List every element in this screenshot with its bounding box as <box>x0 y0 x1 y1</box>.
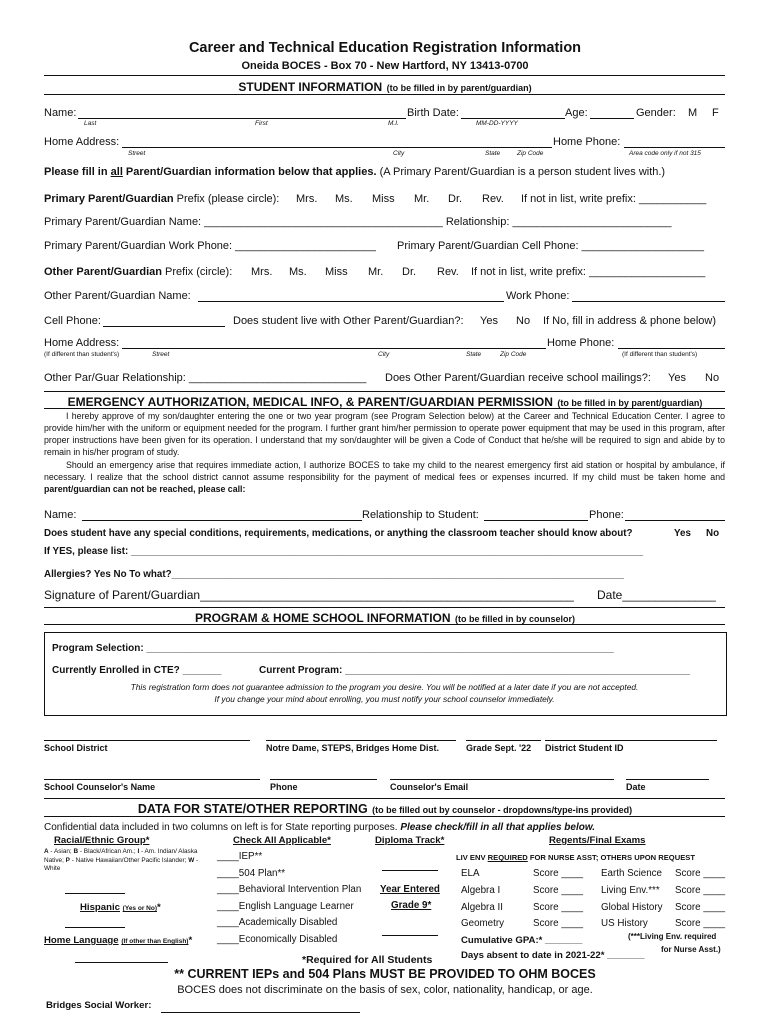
lives-with-question: Does student live with Other Parent/Guardian?: <box>233 315 464 327</box>
exam-geometry: Geometry <box>461 918 505 929</box>
grade-label: Grade Sept. '22 <box>466 743 532 753</box>
student-name-field[interactable] <box>78 118 406 119</box>
check-ell[interactable]: ____English Language Learner <box>217 901 354 912</box>
school-district-field[interactable] <box>44 740 250 741</box>
prefix-dr[interactable]: Dr. <box>448 193 463 205</box>
emergency-name-field[interactable] <box>82 520 362 521</box>
currently-enrolled-field[interactable]: Currently Enrolled in CTE? _______ <box>52 665 222 676</box>
other-write-prefix-field[interactable]: If not in list, write prefix: ___________________ <box>471 266 706 278</box>
exam-living-env: Living Env.*** <box>601 885 660 896</box>
other-name-field[interactable] <box>198 301 504 302</box>
divider <box>44 816 725 817</box>
sub-state: State <box>485 150 501 157</box>
exam-algebra-2: Algebra II <box>461 902 503 913</box>
score-global-history[interactable]: Score ____ <box>675 902 726 913</box>
counselor-email-label: Counselor's Email <box>390 782 469 792</box>
sub-city: City <box>378 351 390 358</box>
school-district-label: School District <box>44 743 108 753</box>
special-conditions-question: Does student have any special conditions, requirements, medications, or anything the classroom teacher should know about? <box>44 528 633 539</box>
student-id-field[interactable] <box>545 740 717 741</box>
program-selection-field[interactable]: Program Selection: ____________________________________________________________________________________ <box>52 643 614 654</box>
liv-env-note: LIV ENV REQUIRED FOR NURSE ASST; OTHERS UPON REQUEST <box>456 853 695 862</box>
other-home-phone-field[interactable] <box>618 348 725 349</box>
hispanic-field[interactable] <box>65 927 125 928</box>
counselor-date-label: Date <box>626 782 646 792</box>
gender-m-option[interactable]: M <box>688 107 698 119</box>
counselor-name-field[interactable] <box>44 779 260 780</box>
check-bip[interactable]: ____Behavioral Intervention Plan <box>217 884 362 895</box>
bridges-social-worker-label: Bridges Social Worker: <box>46 1000 152 1011</box>
home-phone-field[interactable] <box>624 147 725 148</box>
counselor-phone-label: Phone <box>270 782 298 792</box>
disclaimer-line-2: If you change your mind about enrolling, you must notify your school counselor immediately. <box>214 694 555 704</box>
other-home-address-field[interactable] <box>122 348 546 349</box>
year-entered-label: Year Entered <box>380 884 440 895</box>
gender-f-option[interactable]: F <box>712 107 719 119</box>
allergies-field[interactable]: Allergies? Yes No To what?___________________________________________________________________________________ <box>44 569 624 580</box>
days-absent-field[interactable]: Days absent to date in 2021-22* _______ <box>461 950 645 961</box>
form-address: Oneida BOCES - Box 70 - New Hartford, NY 13413-0700 <box>241 60 529 72</box>
section-heading-student: STUDENT INFORMATION (to be filled in by parent/guardian) <box>238 80 532 94</box>
student-id-label: District Student ID <box>545 743 624 753</box>
other-prefix-rev[interactable]: Rev. <box>437 266 459 278</box>
divider <box>44 391 725 392</box>
year-entered-field[interactable] <box>382 935 438 936</box>
divider <box>44 408 725 409</box>
prefix-mrs[interactable]: Mrs. <box>296 193 318 205</box>
counselor-phone-field[interactable] <box>270 779 377 780</box>
other-work-phone-field[interactable] <box>572 301 725 302</box>
other-prefix-mr[interactable]: Mr. <box>368 266 384 278</box>
birth-date-label: Birth Date: <box>407 107 459 119</box>
other-relationship-field[interactable]: Other Par/Guar Relationship: _____________________________ <box>44 372 367 384</box>
primary-name-field[interactable]: Primary Parent/Guardian Name: _______________________________________ Relationship: __________________________ <box>44 216 672 228</box>
cell-phone-label: Cell Phone: <box>44 315 101 327</box>
home-address-label: Home Address: <box>44 136 120 148</box>
score-algebra-1[interactable]: Score ____ <box>533 885 584 896</box>
home-dist-label: Notre Dame, STEPS, Bridges Home Dist. <box>266 743 440 753</box>
confidential-note: Confidential data included in two columns on left is for State reporting purposes. Please check/fill in all that applies below. <box>44 822 596 833</box>
prefix-rev[interactable]: Rev. <box>482 193 504 205</box>
gender-label: Gender: <box>636 107 676 119</box>
home-language-field[interactable] <box>75 962 168 963</box>
special-no[interactable]: No <box>706 528 720 539</box>
prefix-miss[interactable]: Miss <box>372 193 395 205</box>
living-note-1: (***Living Env. required <box>628 932 717 941</box>
emergency-phone-label: Phone: <box>589 509 624 521</box>
sub-mi: M.I. <box>388 120 399 127</box>
emergency-phone-field[interactable] <box>625 520 725 521</box>
divider <box>44 94 725 95</box>
iep-notice: ** CURRENT IEPs and 504 Plans MUST BE PROVIDED TO OHM BOCES <box>174 967 596 981</box>
gpa-field[interactable]: Cumulative GPA:* _______ <box>461 935 583 946</box>
score-algebra-2[interactable]: Score ____ <box>533 902 584 913</box>
sub-city: City <box>393 150 405 157</box>
check-economically-disabled[interactable]: ____Economically Disabled <box>217 934 338 945</box>
col-check-header: Check All Applicable* <box>233 835 331 846</box>
col-diploma-header: Diploma Track* <box>375 835 445 846</box>
section-heading-emergency: EMERGENCY AUTHORIZATION, MEDICAL INFO, & PARENT/GUARDIAN PERMISSION (to be filled in by parent/guardian) <box>67 395 703 409</box>
divider <box>44 798 725 799</box>
if-no-note: If No, fill in address & phone below) <box>543 315 717 327</box>
counselor-name-label: School Counselor's Name <box>44 782 156 792</box>
lives-with-no[interactable]: No <box>516 315 531 327</box>
if-yes-list-field[interactable]: If YES, please list: ______________________________________________________________________________________________ <box>44 546 644 557</box>
primary-cell-phone-field[interactable]: Primary Parent/Guardian Cell Phone: ____________________ <box>397 240 704 252</box>
other-prefix-dr[interactable]: Dr. <box>402 266 417 278</box>
exam-us-history: US History <box>601 918 648 929</box>
check-iep[interactable]: ____IEP** <box>217 851 263 862</box>
emergency-relationship-field[interactable] <box>484 520 588 521</box>
sub-diff-phone: (If different than student's) <box>622 351 698 358</box>
mailings-yes[interactable]: Yes <box>668 372 686 384</box>
age-label: Age: <box>565 107 588 119</box>
special-yes[interactable]: Yes <box>674 528 691 539</box>
primary-other-prefix-field[interactable]: If not in list, write prefix: ___________ <box>521 193 707 205</box>
section-heading-state: DATA FOR STATE/OTHER REPORTING (to be filled out by counselor - dropdowns/type-ins provided) <box>137 802 633 816</box>
sub-area: Area code only if not 315 <box>629 150 701 157</box>
primary-work-phone-field[interactable]: Primary Parent/Guardian Work Phone: _______________________ <box>44 240 376 252</box>
primary-prefix-label: Primary Parent/Guardian Prefix (please circle): <box>44 193 280 205</box>
section-heading-program: PROGRAM & HOME SCHOOL INFORMATION (to be filled in by counselor) <box>194 611 576 625</box>
other-prefix-label: Other Parent/Guardian Prefix (circle): <box>44 266 233 278</box>
race-field[interactable] <box>65 893 125 894</box>
counselor-email-field[interactable] <box>390 779 614 780</box>
exam-ela: ELA <box>461 868 480 879</box>
form-title: Career and Technical Education Registration Information <box>188 40 582 56</box>
emergency-paragraph: Should an emergency arise that requires immediate action, I authorize BOCES to take my child to the nearest emergency first aid station or hospital by ambulance, if necessary. I realize that the school district cannot assume responsibility for the payment of medical fees or expenses incurred. If my child must be taken home and parent/guardian can not be reached, please call: <box>44 460 725 494</box>
guardian-instructions: Please fill in all Parent/Guardian information below that applies. (A Primary Parent/Guardian is a person student lives with.) <box>44 166 666 178</box>
grade9-label: Grade 9* <box>391 900 432 911</box>
sub-street: Street <box>152 351 170 358</box>
check-academically-disabled[interactable]: ____Academically Disabled <box>217 917 338 928</box>
name-label: Name: <box>44 107 77 119</box>
col-regents-header: Regents/Final Exams <box>549 835 646 846</box>
bridges-social-worker-field[interactable] <box>161 1012 360 1013</box>
other-prefix-ms[interactable]: Ms. <box>289 266 307 278</box>
score-ela[interactable]: Score ____ <box>533 868 584 879</box>
col-race-header: Racial/Ethnic Group* <box>54 835 150 846</box>
living-note-2: for Nurse Asst.) <box>661 945 721 954</box>
home-address-field[interactable] <box>122 147 552 148</box>
home-phone-label: Home Phone: <box>553 136 621 148</box>
grade-field[interactable] <box>466 740 541 741</box>
disclaimer-line-1: This registration form does not guarantee admission to the program you desire. You will be notified at a later date if you are not accepted. <box>130 682 639 692</box>
other-home-phone-label: Home Phone: <box>547 337 615 349</box>
signature-date-field[interactable]: Date______________ <box>597 588 716 602</box>
signature-field[interactable]: Signature of Parent/Guardian________________________________________________________ <box>44 588 574 602</box>
authorization-paragraph: I hereby approve of my son/daughter entering the one or two year program (see Program Selection below) at the Career and Technical Education Center. I agree to provide him/her with the uniform or equipment needed for the program. I further grant him/her permission to operate power equipment that may be used in this program, after proper instructions have been given for its operation. I understand that my son/daughter will be given a Code of Conduct that he/she will be required to sign and abide by to remain in his/her program of study. <box>44 411 725 457</box>
other-work-phone-label: Work Phone: <box>506 290 570 302</box>
divider <box>44 75 725 76</box>
sub-street: Street <box>128 150 146 157</box>
nondiscrimination-note: BOCES does not discriminate on the basis of sex, color, nationality, handicap, or age. <box>177 984 593 996</box>
diploma-track-field[interactable] <box>382 870 438 871</box>
score-living-env[interactable]: Score ____ <box>675 885 726 896</box>
mailings-no[interactable]: No <box>705 372 720 384</box>
divider <box>44 607 725 608</box>
exam-global-history: Global History <box>601 902 663 913</box>
sub-last: Last <box>84 120 97 127</box>
sub-dob: MM-DD-YYYY <box>476 120 518 127</box>
other-home-address-label: Home Address: <box>44 337 120 349</box>
hispanic-label: Hispanic (Yes or No)* <box>80 902 161 913</box>
check-504[interactable]: ____504 Plan** <box>217 868 286 879</box>
sub-first: First <box>255 120 268 127</box>
current-program-field[interactable]: Current Program: ______________________________________________________________ <box>259 665 690 676</box>
emergency-relationship-label: Relationship to Student: <box>362 509 479 521</box>
other-prefix-mrs[interactable]: Mrs. <box>251 266 273 278</box>
sub-zip: Zip Code <box>517 150 544 157</box>
birth-date-field[interactable] <box>461 118 565 119</box>
counselor-date-field[interactable] <box>626 779 709 780</box>
emergency-name-label: Name: <box>44 509 77 521</box>
home-dist-field[interactable] <box>266 740 456 741</box>
other-cell-phone-field[interactable] <box>103 326 225 327</box>
home-language-label: Home Language (If other than English)* <box>44 935 193 946</box>
age-field[interactable] <box>590 118 634 119</box>
other-prefix-miss[interactable]: Miss <box>325 266 348 278</box>
sub-zip: Zip Code <box>500 351 527 358</box>
other-name-label: Other Parent/Guardian Name: <box>44 290 191 302</box>
prefix-mr[interactable]: Mr. <box>414 193 430 205</box>
exam-algebra-1: Algebra I <box>461 885 501 896</box>
divider <box>44 624 725 625</box>
score-us-history[interactable]: Score ____ <box>675 918 726 929</box>
prefix-ms[interactable]: Ms. <box>335 193 353 205</box>
score-earth-science[interactable]: Score ____ <box>675 868 726 879</box>
required-note: *Required for All Students <box>302 954 433 966</box>
sub-state: State <box>466 351 482 358</box>
mailings-question: Does Other Parent/Guardian receive school mailings?: <box>385 372 651 384</box>
sub-diff-student: (If different than student's) <box>44 351 120 358</box>
exam-earth-science: Earth Science <box>601 868 662 879</box>
race-codes: A - Asian; B - Black/African Am.; I - Am. Indian/ Alaska Native; P - Native Hawaiian/Other Pacific Islander; W - White <box>44 848 199 873</box>
lives-with-yes[interactable]: Yes <box>480 315 498 327</box>
score-geometry[interactable]: Score ____ <box>533 918 584 929</box>
